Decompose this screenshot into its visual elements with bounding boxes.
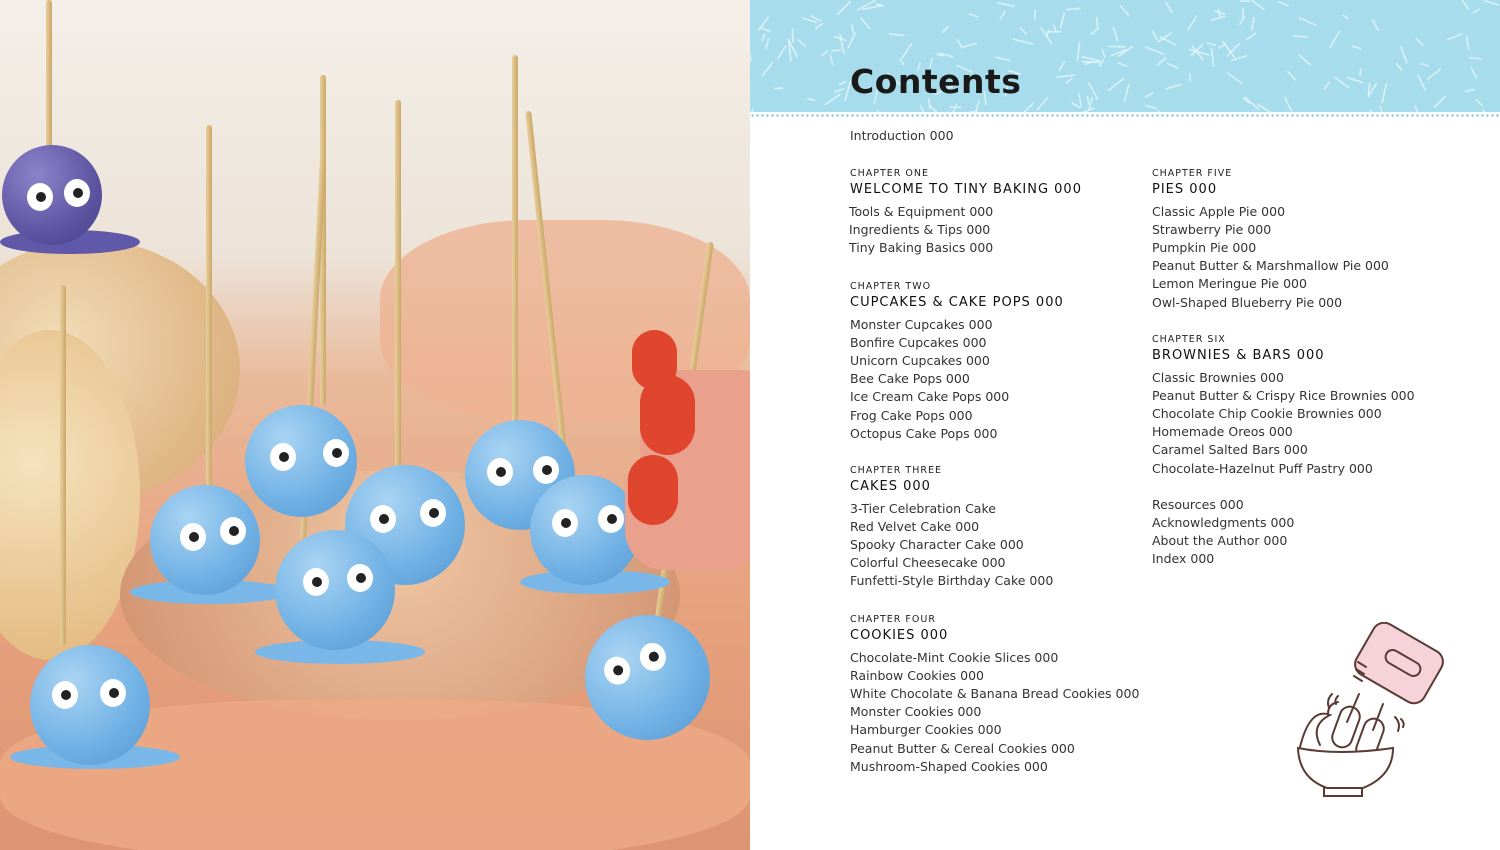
sprinkle	[1089, 83, 1098, 100]
sprinkle	[1082, 62, 1099, 63]
sprinkle	[762, 35, 764, 41]
toc-entry: Bonfire Cupcakes 000	[850, 335, 987, 351]
sprinkle	[1061, 13, 1065, 28]
sprinkle	[943, 27, 948, 33]
sprinkle	[835, 89, 844, 92]
sprinkle	[1466, 36, 1468, 49]
toc-entry: Rainbow Cookies 000	[850, 668, 985, 684]
sprinkle	[1247, 33, 1256, 39]
toc-entry: Bee Cake Pops 000	[850, 371, 970, 387]
sprinkle	[1219, 44, 1225, 48]
toc-entry: 3-Tier Celebration Cake	[850, 501, 996, 516]
hand-mixer-illustration	[1280, 622, 1450, 797]
chapter-title: CUPCAKES & CAKE POPS 000	[850, 295, 1064, 310]
sprinkle	[1335, 78, 1348, 88]
sprinkle	[1448, 34, 1462, 40]
sprinkle	[1382, 84, 1386, 102]
sprinkle	[840, 82, 846, 85]
sprinkle	[1462, 0, 1468, 9]
toc-entry: Caramel Salted Bars 000	[1152, 442, 1308, 458]
sprinkle	[1108, 79, 1123, 91]
sprinkle	[1252, 0, 1264, 9]
sprinkle	[1471, 68, 1476, 77]
sprinkle	[1416, 39, 1423, 46]
toc-entry: Lemon Meringue Pie 000	[1152, 276, 1307, 292]
sprinkle	[778, 46, 786, 59]
sprinkle	[1484, 1, 1498, 5]
sprinkle	[1211, 48, 1213, 66]
sprinkle	[1124, 85, 1128, 101]
sprinkle	[1343, 15, 1348, 18]
sprinkle	[961, 43, 976, 48]
sprinkle	[878, 110, 880, 112]
sprinkle	[996, 57, 1010, 61]
sprinkle	[848, 33, 855, 47]
toc-entry: Unicorn Cupcakes 000	[850, 353, 990, 369]
toc-entry: Resources 000	[1152, 497, 1244, 512]
chapter-label: CHAPTER FOUR	[850, 614, 936, 625]
sprinkle	[957, 39, 961, 46]
sprinkle	[838, 1, 851, 14]
stick	[512, 55, 518, 435]
sprinkle	[1476, 100, 1482, 106]
sprinkle	[1014, 39, 1032, 44]
sprinkle	[1365, 110, 1372, 112]
toc-entry: Chocolate Chip Cookie Brownies 000	[1152, 406, 1382, 422]
sprinkle	[1118, 63, 1127, 66]
sprinkle	[1347, 78, 1362, 83]
sprinkle	[1056, 75, 1074, 77]
toc-entry: Chocolate-Hazelnut Puff Pastry 000	[1152, 460, 1373, 476]
toc-entry: Tiny Baking Basics 000	[849, 240, 994, 256]
sprinkle	[1037, 98, 1047, 110]
chapter-label: CHAPTER TWO	[850, 281, 932, 292]
sprinkle	[1228, 73, 1242, 83]
sprinkle	[1020, 28, 1026, 34]
toc-entry: Red Velvet Cake 000	[850, 519, 980, 535]
sprinkle	[750, 110, 753, 112]
sprinkle	[1278, 2, 1288, 6]
chapter-title: CAKES 000	[850, 479, 931, 494]
sprinkle	[1114, 28, 1118, 41]
toc-entry: Strawberry Pie 000	[1152, 222, 1272, 238]
sprinkle	[1047, 30, 1049, 36]
chapter-label: CHAPTER ONE	[850, 168, 930, 179]
toc-entry: Octopus Cake Pops 000	[850, 425, 998, 441]
sprinkle	[1166, 3, 1172, 12]
octopus-pop	[245, 405, 357, 517]
sprinkle	[1325, 82, 1329, 88]
sprinkle	[1066, 78, 1071, 83]
toc-entry: Hamburger Cookies 000	[850, 722, 1002, 738]
sprinkle	[1285, 98, 1292, 112]
sprinkle	[763, 63, 772, 76]
sprinkle	[1158, 58, 1166, 65]
chapter-label: CHAPTER THREE	[850, 465, 942, 476]
dotted-divider	[750, 114, 1500, 117]
sprinkle	[1473, 9, 1479, 13]
toc-entry: Classic Brownies 000	[1152, 370, 1284, 385]
sprinkle	[1299, 55, 1310, 65]
sprinkle	[1401, 46, 1407, 62]
sprinkle	[890, 34, 904, 35]
toc-entry: Chocolate-Mint Cookie Slices 000	[850, 650, 1059, 665]
toc-entry: Tools & Equipment 000	[849, 204, 994, 219]
toc-entry: Ingredients & Tips 000	[849, 222, 991, 238]
toc-entry: Colorful Cheesecake 000	[850, 555, 1006, 571]
sprinkle	[1102, 49, 1105, 56]
toc-entry-introduction: Introduction 000	[850, 128, 954, 143]
sprinkle	[1035, 10, 1036, 19]
sprinkle	[1435, 96, 1445, 107]
chapter-title: WELCOME TO TINY BAKING 000	[850, 182, 1082, 197]
toc-entry: Index 000	[1152, 551, 1215, 566]
sprinkle	[1470, 58, 1481, 59]
chapter-title: PIES 000	[1152, 182, 1218, 197]
stick	[395, 100, 401, 480]
sprinkle	[832, 50, 841, 51]
sprinkle	[1373, 20, 1379, 30]
sprinkle	[1397, 64, 1402, 70]
sprinkle	[822, 51, 827, 56]
sprinkle	[998, 3, 1014, 6]
sprinkle	[1072, 103, 1079, 107]
sprinkle	[948, 104, 956, 112]
sprinkle	[1208, 43, 1216, 45]
toc-entry: Homemade Oreos 000	[1152, 424, 1293, 440]
octopus-pop	[275, 530, 395, 650]
chapter-label: CHAPTER SIX	[1152, 334, 1226, 345]
octopus-pop	[30, 645, 150, 765]
sprinkle	[1079, 94, 1081, 106]
toc-entry: Peanut Butter & Crispy Rice Brownies 000	[1152, 388, 1415, 404]
sprinkle	[1288, 72, 1295, 80]
purple-octopus-pop	[2, 145, 102, 245]
sprinkle	[877, 4, 883, 6]
toc-entry: Spooky Character Cake 000	[850, 537, 1024, 553]
sprinkle	[1059, 62, 1064, 71]
sprinkle	[970, 14, 978, 17]
sprinkle	[803, 18, 817, 22]
toc-entry: Monster Cupcakes 000	[850, 317, 993, 332]
sprinkle	[1300, 18, 1316, 25]
sprinkle	[1466, 89, 1475, 91]
stick	[206, 125, 212, 505]
sprinkle	[1020, 103, 1034, 112]
sprinkle	[1082, 57, 1100, 61]
toc-entry: Owl-Shaped Blueberry Pie 000	[1152, 294, 1343, 310]
sprinkle	[1000, 12, 1005, 19]
sprinkle	[1428, 69, 1441, 79]
sprinkle	[861, 19, 869, 29]
sprinkle	[921, 106, 926, 112]
sprinkle	[760, 27, 770, 31]
sprinkle	[830, 56, 832, 65]
octopus-pop	[150, 485, 260, 595]
toc-entry: Mushroom-Shaped Cookies 000	[850, 758, 1048, 774]
fingernail	[632, 330, 677, 390]
sprinkle	[976, 102, 980, 112]
sprinkle	[1252, 18, 1254, 31]
toc-entry: Monster Cookies 000	[850, 704, 982, 720]
sprinkle	[811, 16, 820, 21]
sprinkle	[1077, 42, 1079, 61]
sprinkle	[1421, 64, 1429, 66]
toc-entry: Classic Apple Pie 000	[1152, 204, 1286, 219]
toc-entry: Ice Cream Cake Pops 000	[850, 389, 1010, 405]
sprinkle	[1418, 75, 1425, 90]
toc-entry: Pumpkin Pie 000	[1152, 240, 1257, 256]
sprinkle	[1188, 16, 1197, 29]
stick	[60, 285, 66, 645]
contents-page	[750, 0, 1500, 850]
sprinkle	[1360, 69, 1361, 76]
sprinkle	[1352, 46, 1361, 48]
sprinkle	[1146, 106, 1157, 109]
sprinkle	[852, 25, 853, 32]
sprinkle	[816, 24, 822, 29]
sprinkle	[1415, 106, 1422, 112]
sprinkle	[1330, 31, 1339, 47]
sprinkle	[1212, 16, 1225, 20]
sprinkle	[1146, 47, 1163, 54]
toc-entry: Frog Cake Pops 000	[850, 407, 973, 423]
sprinkle	[930, 106, 942, 112]
sprinkle	[1166, 84, 1181, 89]
fingernail	[628, 455, 678, 525]
sprinkle	[808, 99, 815, 101]
chapter-label: CHAPTER FIVE	[1152, 168, 1233, 179]
sprinkle	[1087, 97, 1088, 104]
toc-entry: Funfetti-Style Birthday Cake 000	[850, 573, 1054, 589]
sprinkle	[766, 39, 769, 49]
toc-entry: White Chocolate & Banana Bread Cookies 000	[850, 686, 1140, 702]
sprinkle	[1097, 18, 1098, 28]
sprinkle	[750, 55, 751, 61]
chapter-title: BROWNIES & BARS 000	[1152, 348, 1325, 363]
sprinkle	[1258, 104, 1272, 112]
sprinkle	[1483, 110, 1488, 112]
chapter-title: COOKIES 000	[850, 628, 949, 643]
sprinkle	[1054, 25, 1056, 31]
sprinkle	[825, 95, 839, 105]
sprinkle	[1146, 93, 1153, 97]
sprinkle	[1240, 17, 1244, 24]
sprinkle	[1066, 8, 1080, 9]
sprinkle	[1153, 31, 1157, 39]
sprinkle	[902, 44, 911, 58]
sprinkle	[1167, 64, 1178, 68]
octopus-pop	[530, 475, 640, 585]
sprinkle	[1152, 111, 1159, 112]
sprinkle	[1245, 97, 1258, 109]
sprinkle	[1380, 107, 1384, 112]
sprinkle	[1091, 28, 1098, 34]
toc-entry: About the Author 000	[1152, 533, 1288, 548]
sprinkle	[1121, 6, 1129, 16]
page-title: Contents	[850, 62, 1022, 101]
sprinkle	[798, 40, 806, 47]
sprinkle	[1294, 36, 1307, 37]
toc-entry: Peanut Butter & Cereal Cookies 000	[850, 740, 1075, 756]
toc-entry: Acknowledgments 000	[1152, 515, 1295, 530]
toc-entry: Peanut Butter & Marshmallow Pie 000	[1152, 258, 1389, 274]
